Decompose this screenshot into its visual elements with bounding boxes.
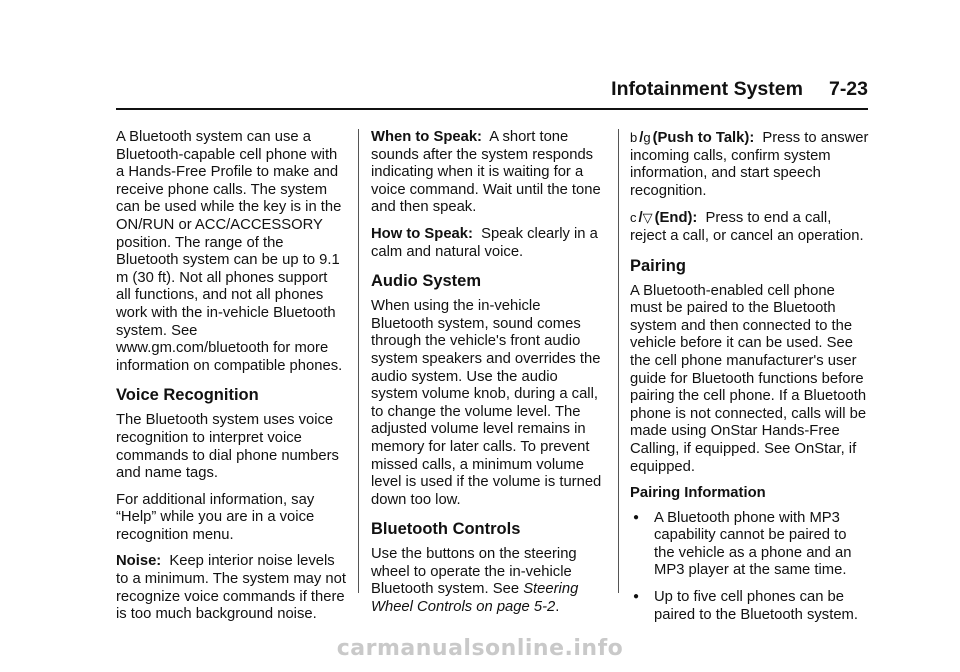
page-number: 7-23 bbox=[828, 78, 868, 100]
column-2 bbox=[371, 129, 607, 626]
pairing-heading: Pairing bbox=[630, 256, 686, 275]
bullet-icon: ● bbox=[633, 511, 640, 523]
watermark: carmanualsonline.info bbox=[336, 636, 624, 661]
when-text: A short tone sounds after the system responds indicating when it is waiting for a voice command. Wait until the tone and then speak. bbox=[371, 129, 601, 216]
pairing-paragraph: A Bluetooth-enabled cell phone must be paired to the Bluetooth system and then connected to the vehicle before it can be used. See the cell phone manufacturer's user guide for Bluetooth functions before pairing the cell phone. If a Bluetooth phone is not connected, calls will be made using OnStar Hands-Free Calling, if equipped. See OnStar, if equipped. bbox=[630, 282, 867, 475]
audio-paragraph: When using the in-vehicle Bluetooth system, sound comes through the vehicle's front audio system speakers and overrides the audio system. Use the audio system volume knob, during a call, to change the volume level. The adjusted volume level remains in memory for later calls. To prevent missed calls, a minimum volume level is used if the volume is turned down too low. bbox=[371, 298, 602, 508]
intro-paragraph: A Bluetooth system can use a Bluetooth-capable cell phone with a Hands-Free Profile to make and receive phone calls. The system can be used while the key is in the ON/RUN or ACC/ACCESSORY position. The range of the Bluetooth system can be up to 9.1 m (30 ft). Not all phones support all functions, and not all phones work with the in-vehicle Bluetooth system. See www.gm.com/bluetooth for more information on compatible phones. bbox=[116, 129, 343, 374]
voice-paragraph-2: For additional information, say “Help” while you are in a voice recognition menu. bbox=[116, 491, 315, 543]
pairing-information-heading: Pairing Information bbox=[630, 485, 766, 502]
running-header bbox=[0, 78, 868, 101]
when-term: When to Speak: bbox=[371, 129, 482, 145]
noise-term: Noise: bbox=[116, 553, 162, 570]
push-to-talk-text: Press to answer incoming calls, confirm system information, and start speech recognition. bbox=[630, 130, 869, 199]
audio-system-heading: Audio System bbox=[371, 272, 482, 291]
noise-text: Keep interior noise levels to a minimum. The system may not recognize voice commands if there is too much background noise. bbox=[116, 553, 346, 623]
push-to-talk-term: (Push to Talk): bbox=[652, 130, 755, 146]
how-to-speak-paragraph bbox=[371, 226, 607, 261]
controls-end: . bbox=[555, 599, 560, 616]
how-term: How to Speak: bbox=[371, 225, 473, 242]
end-triangle-icon: ▽ bbox=[642, 210, 653, 226]
push-to-talk-paragraph bbox=[630, 129, 870, 200]
talk-slash: / bbox=[639, 130, 644, 146]
voice-recognition-heading: Voice Recognition bbox=[116, 386, 259, 405]
column-divider-1 bbox=[358, 129, 359, 593]
pairing-information-list bbox=[630, 510, 870, 625]
how-text: Speak clearly in a calm and natural voice. bbox=[371, 225, 598, 260]
list-item: ● Up to five cell phones can be paired to the Bluetooth system. bbox=[633, 589, 858, 623]
column-3 bbox=[630, 129, 870, 633]
bullet-icon: ● bbox=[633, 591, 640, 603]
header-rule bbox=[116, 108, 868, 110]
steering-wheel-reference: Steering Wheel Controls on page 5-2 bbox=[371, 581, 579, 616]
noise-paragraph bbox=[116, 553, 346, 623]
phone-hangup-icon: c bbox=[630, 210, 637, 226]
controls-paragraph bbox=[371, 546, 607, 616]
list-item: ● A Bluetooth phone with MP3 capability cannot be paired to the vehicle as a phone and an MP3 player at the same time. bbox=[633, 509, 852, 579]
end-paragraph bbox=[630, 209, 870, 245]
when-to-speak-paragraph bbox=[371, 129, 607, 217]
controls-text: Use the buttons on the steering wheel to operate the in-vehicle Bluetooth system. See bbox=[371, 546, 577, 598]
column-divider-2 bbox=[618, 129, 619, 593]
bluetooth-controls-heading: Bluetooth Controls bbox=[371, 520, 521, 539]
end-text: Press to end a call, reject a call, or cancel an operation. bbox=[630, 210, 864, 244]
push-to-talk-icon: b bbox=[630, 130, 638, 145]
end-term: (End): bbox=[654, 210, 698, 227]
voice-paragraph-1: The Bluetooth system uses voice recognition to interpret voice commands to dial phone numbers and name tags. bbox=[116, 412, 339, 482]
column-1 bbox=[116, 129, 346, 633]
end-slash: / bbox=[638, 210, 643, 227]
section-title: Infotainment System bbox=[611, 78, 803, 100]
voice-icon: g bbox=[643, 130, 651, 145]
